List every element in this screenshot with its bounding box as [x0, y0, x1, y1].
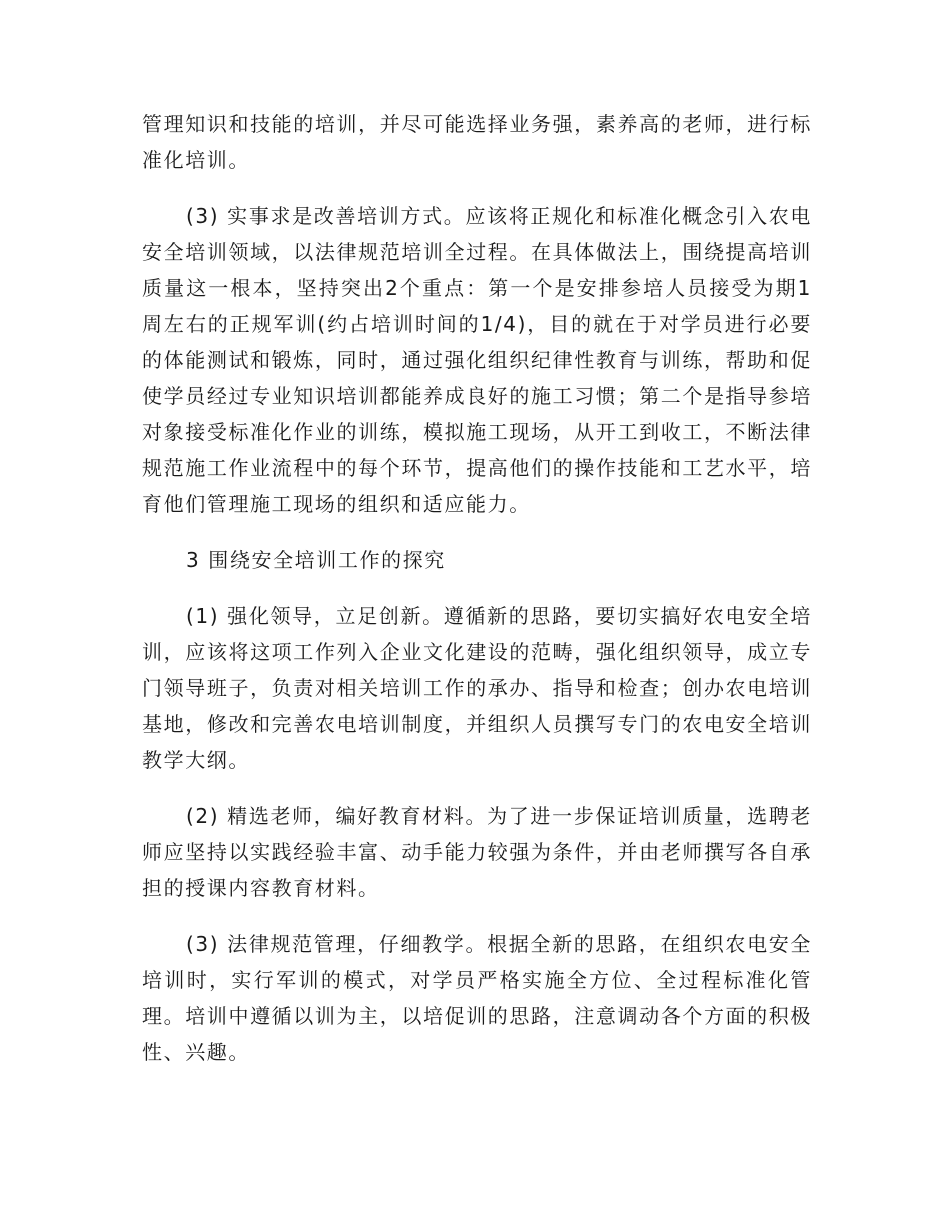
paragraph-item-3-management: (3) 法律规范管理，仔细教学。根据全新的思路，在组织农电安全培训时，实行军训的模式，对学员严格实施全方位、全过程标准化管理。培训中遵循以训为主，以培促训的思路，注意调动各个方面的积极性、兴趣。 [142, 932, 812, 1064]
section-heading-3: 3 围绕安全培训工作的探究 [186, 548, 446, 572]
paragraph-item-2-teachers: (2) 精选老师，编好教育材料。为了进一步保证培训质量，选聘老师应坚持以实践经验丰富、动手能力较强为条件，并由老师撰写各自承担的授课内容教育材料。 [142, 804, 812, 900]
paragraph-item-3-training-method: (3) 实事求是改善培训方式。应该将正规化和标准化概念引入农电安全培训领域，以法律规范培训全过程。在具体做法上，围绕提高培训质量这一根本，坚持突出2个重点：第一个是安排参培人员接受为期1周左右的正规军训(约占培训时间的1/4)，目的就在于对学员进行必要的体能测试和锻炼，同时，通过强化组织纪律性教育与训练，帮助和促使学员经过专业知识培训都能养成良好的施工习惯；第二个是指导参培对象接受标准化作业的训练，模拟施工现场，从开工到收工，不断法律规范施工作业流程中的每个环节，提高他们的操作技能和工艺水平，培育他们管理施工现场的组织和适应能力。 [142, 204, 812, 516]
paragraph-item-1-leadership: (1) 强化领导，立足创新。遵循新的思路，要切实搞好农电安全培训，应该将这项工作列入企业文化建设的范畴，强化组织领导，成立专门领导班子，负责对相关培训工作的承办、指导和检查；创办农电培训基地，修改和完善农电培训制度，并组织人员撰写专门的农电安全培训教学大纲。 [142, 604, 812, 772]
paragraph-continued: 管理知识和技能的培训，并尽可能选择业务强，素养高的老师，进行标准化培训。 [142, 112, 812, 172]
document-body [142, 106, 812, 1090]
